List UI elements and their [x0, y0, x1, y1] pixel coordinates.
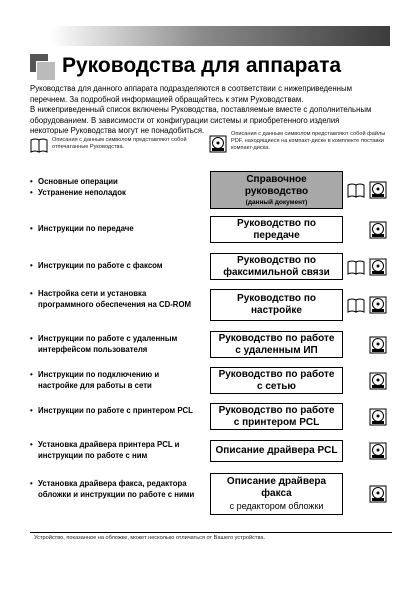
manual-title-line: Описание драйвера PCL: [215, 445, 338, 456]
cd-icon: [369, 336, 387, 354]
manual-title-box: [210, 216, 343, 243]
manual-title-line: с удаленным ИП: [235, 344, 318, 356]
manual-title-box: [210, 367, 343, 394]
cd-icon: [369, 442, 387, 460]
book-icon: [347, 259, 365, 275]
topic-list: [30, 440, 200, 461]
manual-title-line: передаче: [253, 229, 300, 241]
manual-title-line: настройке: [251, 305, 302, 316]
footer-note: Устройство, показанное на обложке, может несколько отличаться от Вашего устройства.: [34, 535, 266, 541]
cd-icon: [209, 135, 227, 153]
manual-subtitle: с редактором обложки: [229, 501, 324, 511]
intro-line: оборудованием. В зависимости от конфигурации системы и приобретенного изделия: [30, 115, 340, 125]
legend-printed-text: Описания с данным символом представляют собой отпечатанные Руководства.: [52, 137, 187, 150]
manual-title-line: Руководство по: [237, 254, 316, 266]
topic-item: • Инструкции по передаче: [30, 224, 200, 235]
manual-title-box: [210, 440, 343, 462]
topic-list: [30, 224, 200, 235]
intro-line: Руководства для данного аппарата подразделяются в соответствии с нижеприведенным: [30, 84, 352, 93]
manual-title-box: [210, 331, 343, 358]
topic-item: • Настройка сети и установка программного обеспечения на CD-ROM: [30, 289, 200, 310]
intro-line: некоторые Руководства могут не понадобиться.: [30, 126, 205, 135]
manual-title-line: с сетью: [257, 380, 296, 392]
topic-list: [30, 177, 200, 198]
legend-cd-text: Описания с данным символом представляют собой файлы PDF, находящиеся на компакт-диске в комплекте поставки компакт-диска.: [231, 131, 386, 151]
intro-line: перечнем. За подробной информацией обращайтесь к этим Руководствам.: [30, 94, 304, 104]
topic-list: [30, 289, 200, 310]
topic-item: • Инструкции по работе с факсом: [30, 261, 200, 272]
manual-title-box: [210, 253, 343, 280]
cd-icon: [369, 485, 387, 503]
manual-title-line: с принтером PCL: [233, 416, 320, 428]
manual-title-box: [210, 289, 343, 321]
section-logo-icon: [30, 54, 56, 80]
manual-title-box: [210, 473, 343, 515]
manual-title-line: Руководство по: [237, 217, 316, 229]
book-icon: [30, 137, 48, 153]
manual-title-line: Руководство по работе: [218, 404, 335, 416]
topic-item: • Установка драйвера принтера PCL и инструкции по работе с ним: [30, 440, 200, 461]
topic-list: [30, 479, 200, 500]
topic-item: • Инструкции по работе с принтером PCL: [30, 406, 200, 417]
cd-icon: [369, 408, 387, 426]
cd-icon: [369, 296, 387, 314]
topic-list: [30, 261, 200, 272]
manual-title-box: [210, 171, 343, 209]
legend-cd: [209, 131, 394, 159]
cd-icon: [369, 221, 387, 239]
manual-title-line: Руководство по: [237, 293, 316, 304]
manual-title-box: [210, 403, 343, 430]
topic-item: • Инструкции по подключению и настройке для работы в сети: [30, 370, 200, 391]
page-title: Руководства для аппарата: [62, 54, 342, 77]
cd-icon: [369, 258, 387, 276]
footer-divider: [30, 532, 392, 533]
manual-title-line: Руководство по работе: [218, 368, 335, 380]
topic-item: • Основные операции: [30, 177, 200, 188]
legend-printed: [30, 135, 210, 157]
book-icon: [347, 297, 365, 313]
topic-list: [30, 370, 200, 391]
manual-title-line: руководство: [244, 185, 309, 197]
intro-text: [30, 84, 400, 137]
cd-icon: [369, 181, 387, 199]
topic-item: • Инструкции по работе с удаленным интерфейсом пользователя: [30, 334, 200, 355]
cd-icon: [369, 372, 387, 390]
manual-title-line: факса: [261, 488, 292, 499]
book-icon: [347, 182, 365, 198]
manual-subtitle: (данный документ): [245, 198, 308, 206]
manual-title-line: Описание драйвера: [226, 476, 327, 487]
manual-title-line: Справочное: [246, 173, 307, 185]
manual-title-line: Руководство по работе: [218, 332, 335, 344]
intro-line: В нижеприведенный список включены Руководства, поставляемые вместе с дополнительным: [30, 105, 372, 114]
topic-item: • Устранение неполадок: [30, 188, 200, 199]
manual-title-line: факсимильной связи: [223, 266, 330, 278]
topic-list: [30, 406, 200, 417]
header-gradient-bar: [50, 26, 390, 46]
topic-list: [30, 334, 200, 355]
topic-item: • Установка драйвера факса, редактора обложки и инструкции по работе с ними: [30, 479, 200, 500]
